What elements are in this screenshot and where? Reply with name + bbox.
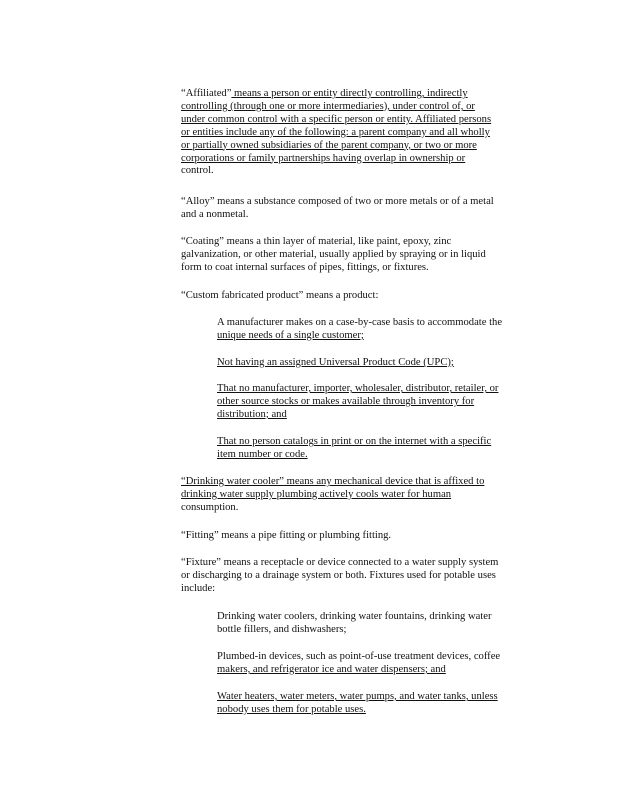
underlined-text: means any mechanical device that is affixed to <box>283 476 485 487</box>
text-line: include: <box>181 582 216 594</box>
text-line <box>181 88 546 101</box>
text-line: form to coat internal surfaces of pipes, fittings, or fixtures. <box>181 261 429 273</box>
custom-item-4 <box>217 436 552 462</box>
text-line: galvanization, or other material, usually applied by spraying or in liquid <box>181 248 486 260</box>
fixture-item-1 <box>217 611 552 637</box>
definition-affiliated <box>181 88 546 178</box>
text-line: consumption. <box>181 501 239 513</box>
underlined-text: item number or code. <box>217 448 308 460</box>
text-line: A manufacturer makes on a case-by-case basis to accommodate the <box>217 317 503 328</box>
underlined-text: distribution; and <box>217 408 287 420</box>
underlined-text: or partially owned subsidiaries of the parent company, or two or more <box>181 139 477 151</box>
text-line: “Fitting” means a pipe fitting or plumbing fitting. <box>181 530 392 541</box>
definition-fixture <box>181 557 546 596</box>
underlined-text: under common control with a specific person or entity. <box>181 113 414 125</box>
term-affiliated: “Affiliated” <box>181 88 232 99</box>
custom-item-3 <box>217 383 552 422</box>
text-line: or discharging to a drainage system or both. Fixtures used for potable uses <box>181 569 496 581</box>
definition-drinking-water-cooler <box>181 476 546 515</box>
underlined-text: That no person catalogs in print or on the internet with a specific <box>217 436 492 447</box>
underlined-text: other source stocks or makes available through inventory for <box>217 395 475 407</box>
definition-fitting <box>181 530 546 543</box>
underlined-text: Affiliated persons <box>413 113 492 125</box>
underlined-text: or entities include any of the following: a parent company and all wholly <box>181 126 490 138</box>
text-line <box>181 476 546 489</box>
underlined-text: drinking water supply plumbing actively cools water for human <box>181 488 452 500</box>
text-line: “Coating” means a thin layer of material, like paint, epoxy, zinc <box>181 236 452 247</box>
definition-coating <box>181 236 546 275</box>
underlined-text: corporations or family partnerships having overlap in ownership or <box>181 152 466 164</box>
definition-custom-fabricated-product <box>181 290 546 303</box>
fixture-item-3 <box>217 691 552 717</box>
text-line: “Custom fabricated product” means a product: <box>181 290 379 301</box>
underlined-text: controlling (through one or more intermediaries), under control of, or <box>181 100 475 112</box>
underlined-text: Water heaters, water meters, water pumps, and water tanks, unless <box>217 691 498 702</box>
text-line: “Fixture” means a receptacle or device connected to a water supply system <box>181 557 499 568</box>
underlined-text: nobody uses them for potable uses. <box>217 703 366 715</box>
text-line: and a nonmetal. <box>181 208 249 220</box>
underlined-text: makers, and refrigerator ice and water dispensers; and <box>217 663 446 675</box>
text-line: bottle fillers, and dishwashers; <box>217 623 347 635</box>
underlined-text: That no manufacturer, importer, wholesaler, distributor, retailer, or <box>217 383 499 394</box>
custom-item-2 <box>217 357 552 370</box>
text-line: Drinking water coolers, drinking water fountains, drinking water <box>217 611 492 622</box>
fixture-item-2 <box>217 651 552 677</box>
underlined-text: unique needs of a single customer; <box>217 329 364 341</box>
underlined-text: Not having an assigned Universal Product Code (UPC); <box>217 357 454 368</box>
text-line <box>181 114 546 127</box>
text-line: control. <box>181 165 214 177</box>
custom-item-1 <box>217 317 552 343</box>
text-line: Plumbed-in devices, such as point-of-use treatment devices, coffee <box>217 651 501 662</box>
text-line: “Alloy” means a substance composed of two or more metals or of a metal <box>181 196 494 207</box>
term-drinking-water-cooler: “Drinking water cooler” <box>181 476 284 487</box>
underlined-text: means a person or entity directly controlling, indirectly <box>231 88 468 99</box>
definition-alloy <box>181 196 546 222</box>
